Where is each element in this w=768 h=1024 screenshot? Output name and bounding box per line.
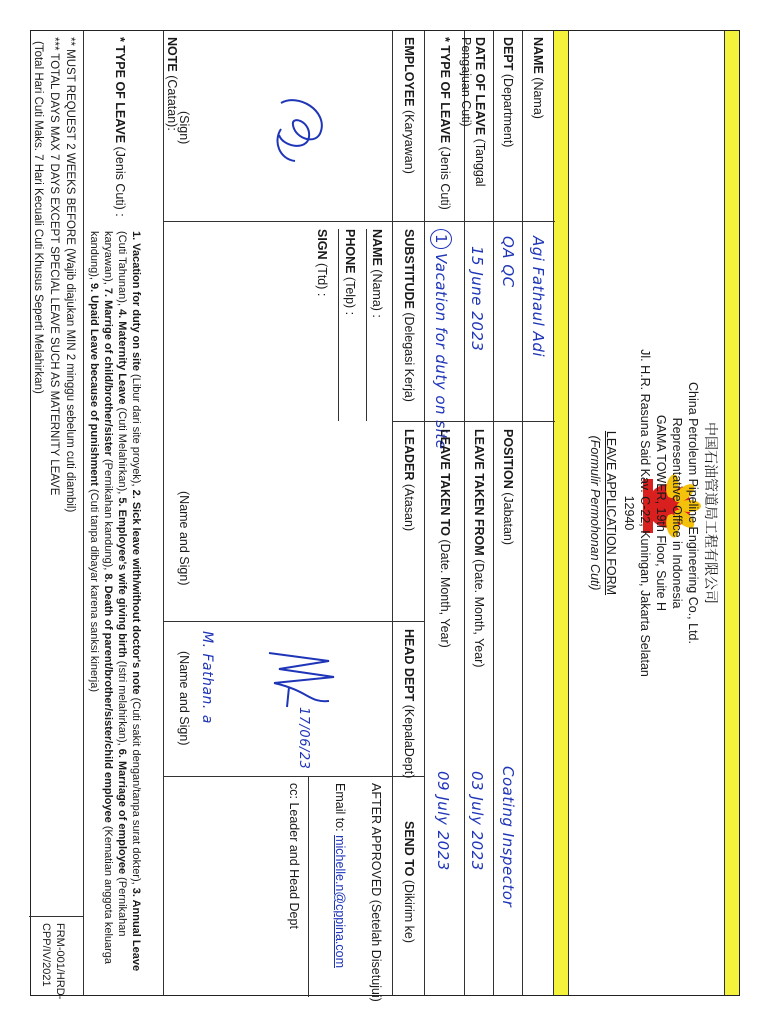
type-of-leave-legend: 1. Vacation for duty on site (Libur dari site proyek), 2. Sick leave with/without doctor's note (Cuti sakit dengan/tanpa surat dokter), 3. Annual Leave (Cuti Tahunan), 4. Maternity Leave (Cuti Melahirkan), 5. Employee's wife giving birth (Istri melahirkan), 6. Marriage of employee (Pernikahan karyawan), 7. Marrige of child/brother/sister (Pernikahan kandung), 8. Death of parent/brother/sister/child employee (Kematian anggota keluarga kandung), 9. Upaid Leave because of punishment (Cuti tanpa dibayar karena sanksi kinerja) xyxy=(88,231,142,972)
head-dept-label: HEAD DEPT (KepalaDept) xyxy=(402,629,416,779)
rule xyxy=(164,221,555,222)
employee-signature xyxy=(259,91,339,171)
note-max-days-id: (Total Hari Cuti Maks. 7 Hari Kecuali Cuti Khusus Seperti Melahirkan) xyxy=(32,41,44,394)
rule xyxy=(522,31,523,995)
company-tower: GAMA TOWER, 19th Floor, Suite H xyxy=(654,414,668,612)
after-approved-text: AFTER APPROVED (Setelah Disetujui) xyxy=(369,783,383,1002)
email-line: Email to: michelle.n@cppina.com xyxy=(333,783,347,968)
cc-text: cc: Leader and Head Dept xyxy=(287,783,301,929)
leave-from-label: LEAVE TAKEN FROM (Date. Month, Year) xyxy=(472,429,486,668)
form-subtitle: (Formulir Permohonan Cuti) xyxy=(588,435,602,591)
dept-value: QA QC xyxy=(499,236,517,288)
head-dept-sign-date: 17/06/23 xyxy=(296,707,311,770)
head-dept-name: M. Fathan. a xyxy=(199,631,215,724)
employee-sign-paren: (Sign) xyxy=(177,111,191,145)
substitude-label: SUBSTITUDE (Delegasi Kerja) xyxy=(402,229,416,402)
rule xyxy=(493,31,494,995)
head-dept-signature xyxy=(259,643,349,713)
rule xyxy=(424,31,425,995)
leader-name-and-sign: (Name and Sign) xyxy=(177,491,191,586)
company-header xyxy=(519,31,719,995)
company-name-cn: 中国石油管道局工程有限公司 xyxy=(703,422,719,604)
rule xyxy=(392,421,555,422)
company-office: Representative Office in Indonesia xyxy=(670,417,684,609)
form-code-1: FRM-001/HRD- xyxy=(54,923,66,1000)
rule xyxy=(308,776,309,997)
rule xyxy=(29,916,84,917)
leave-application-form xyxy=(30,30,740,1002)
company-street: Jl. H.R. Rasuna Said Kav. C-22, Kuningan, Jakarta Selatan xyxy=(638,349,652,677)
company-postcode: 12940 xyxy=(622,495,636,531)
note-max-days: *** TOTAL DAYS MAX 7 DAYS EXCEPT SPECIAL LEAVE SUCH AS MATERNITY LEAVE xyxy=(48,37,60,496)
position-label: POSITION (Jabatan) xyxy=(501,429,515,546)
form-code-2: CPP/IV/2021 xyxy=(40,923,52,987)
rule xyxy=(464,31,465,995)
dept-label: DEPT (Department) xyxy=(501,37,515,148)
date-of-leave-value: 15 June 2023 xyxy=(468,246,486,352)
head-dept-name-and-sign: (Name and Sign) xyxy=(177,651,191,746)
type-of-leave-label: * TYPE OF LEAVE (Jenis Cuti) xyxy=(438,37,452,210)
rule xyxy=(392,31,393,995)
date-of-leave-label: DATE OF LEAVE (Tanggal xyxy=(473,37,487,187)
hr-email-link[interactable]: michelle.n@cppina.com xyxy=(333,835,347,968)
substitute-name-label: NAME (Nama) : xyxy=(370,229,384,318)
title-band xyxy=(553,31,569,995)
leave-from-value: 03 July 2023 xyxy=(468,771,486,871)
form-title: LEAVE APPLICATION FORM xyxy=(604,430,618,596)
send-to-label: SEND TO (Dikirim ke) xyxy=(402,821,416,944)
rule xyxy=(83,31,84,995)
header-band xyxy=(724,31,739,995)
position-value: Coating Inspector xyxy=(499,766,517,908)
substitute-phone-label: PHONE (Telp) : xyxy=(343,229,357,316)
rule xyxy=(338,229,339,421)
note-two-weeks: ** MUST REQUEST 2 WEEKS BEFORE (Wajib diajukan MIN 2 minggu sebelum cuti diambil) xyxy=(64,37,76,513)
company-name-en: China Petroleum Pipeline Engineering Co., Ltd. xyxy=(686,382,700,644)
rule xyxy=(163,31,164,995)
name-label: NAME (Nama) xyxy=(531,37,545,119)
note-label: NOTE (Catatan): xyxy=(165,37,179,131)
rule xyxy=(164,776,425,777)
leave-to-value: 09 July 2023 xyxy=(434,771,452,871)
rule xyxy=(164,621,425,622)
type-of-leave-value: 1Vacation for duty on site xyxy=(430,229,452,449)
leave-to-label: LEAVE TAKEN TO (Date. Month, Year) xyxy=(438,429,452,648)
type-of-leave-legend-label: * TYPE OF LEAVE (Jenis Cuti) : xyxy=(113,37,127,217)
date-of-leave-label-2: Pengajuan Cuti) xyxy=(459,37,473,127)
rule xyxy=(366,229,367,421)
employee-label: EMPLOYEE (Karyawan) xyxy=(402,37,416,174)
substitute-sign-label: SIGN (Ttd) : xyxy=(315,229,329,297)
leader-label: LEADER (Atasan) xyxy=(402,429,416,532)
employee-name-value: Agi Fathaul Adi xyxy=(529,236,547,358)
